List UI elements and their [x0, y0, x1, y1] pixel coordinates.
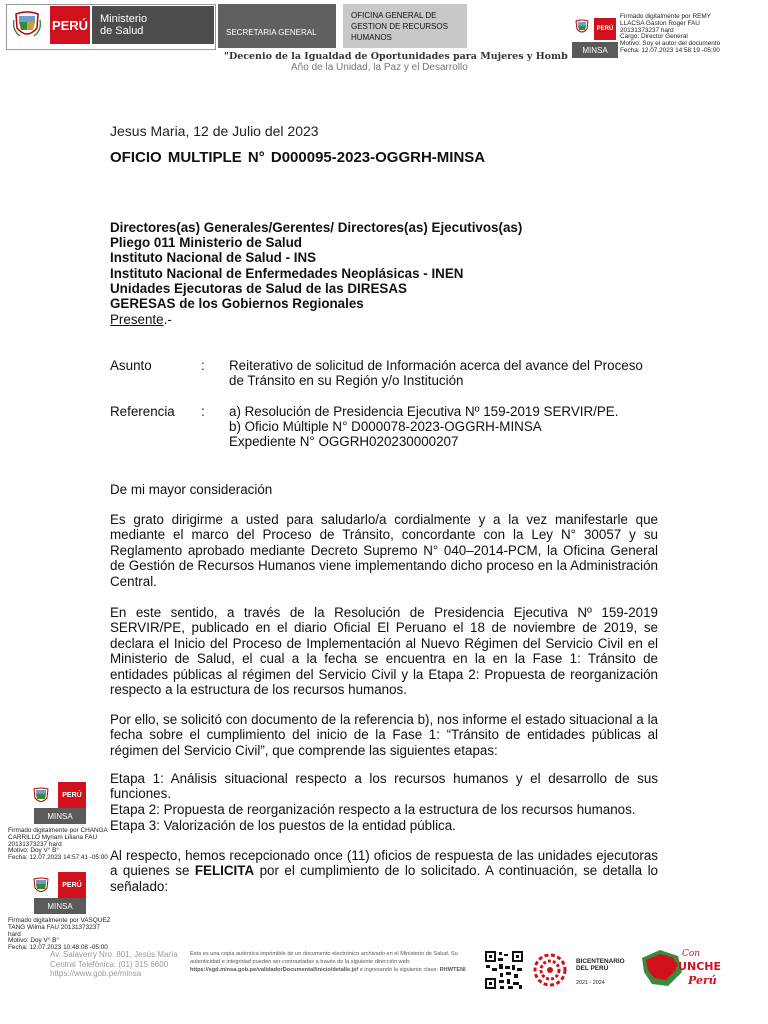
address-line: Central Telefónica: (01) 315 6600 [50, 959, 169, 969]
bicentenario-line2: DEL PERÚ [576, 965, 609, 973]
referencia-colon: : [201, 404, 205, 419]
signature-text-left-2 [8, 918, 111, 952]
oficina-line3: HUMANOS [351, 33, 392, 42]
oficina-line2: GESTION DE RECURSOS [351, 22, 448, 31]
signature-text-top [620, 14, 720, 55]
asunto-label: Asunto [110, 358, 152, 373]
year-slogan: Año de la Unidad, la Paz y el Desarrollo [291, 62, 468, 73]
signature-line: Firmado digitalmente por VASQUEZ [8, 917, 111, 924]
recipient-line: Unidades Ejecutoras de Salud de las DIRESAS [110, 280, 407, 296]
etapa-1: Etapa 1: Análisis situacional respecto a los recursos humanos y el desarrollo de sus funciones. [110, 771, 658, 802]
minsa-label: MINSA [572, 42, 618, 58]
signature-line: hard [8, 930, 21, 938]
address-line: Av. Salaverry Nro. 801, Jesús María [50, 950, 178, 959]
recipient-line: Directores(as) Generales/Gerentes/ Directores(as) Ejecutivos(as) [110, 220, 523, 235]
footer-authenticity-note [190, 950, 470, 975]
etapa-2: Etapa 2: Propuesta de reorganización respecto a la estructura de los recursos humanos. [110, 802, 636, 817]
signature-stamp-left-1 [6, 780, 86, 826]
referencia-line: Expediente N° OGGRH020230000207 [229, 434, 459, 450]
oficina-label [343, 4, 467, 48]
validation-url[interactable]: https://sgd.minsa.gob.pe/validadorDocumental/inicio/detalle.jsf [190, 967, 359, 974]
signature-line: Fecha: 12.07.2023 10:48:08 -05:00 [8, 944, 108, 952]
note-mid: e ingresando la siguiente clave: [358, 967, 440, 974]
signature-line: 20131373237 hard [8, 840, 62, 848]
presente-word: Presente [110, 312, 164, 327]
footer-address [50, 950, 178, 979]
signature-line: Firmado digitalmente por CHANGA [8, 827, 108, 834]
presente-line [110, 312, 172, 327]
con-punche-peru-logo [638, 944, 728, 992]
paragraph-4-end: por el cumplimiento de lo solicitado. A continuación, se detalla lo señalado: [110, 863, 658, 894]
peru-label: PERÚ [594, 18, 616, 40]
asunto-line: de Tránsito en su Región y/o Institución [229, 373, 464, 389]
signature-line: LLACSA Gaston Roger FAU [620, 19, 700, 27]
punche-peru: Perú [688, 974, 717, 987]
signature-line: TANG Wilma FAU 20131373237 [8, 923, 100, 931]
coat-of-arms-icon [573, 18, 591, 36]
ministerio-line1: Ministerio [100, 13, 148, 25]
asunto-value [229, 358, 643, 388]
recipient-line: GERESAS de los Gobiernos Regionales [110, 296, 364, 312]
recipient-line: Instituto Nacional de Salud - INS [110, 250, 317, 266]
referencia-line: b) Oficio Múltiple N° D000078-2023-OGGRH-MINSA [229, 419, 542, 435]
signature-stamp-left-2 [6, 870, 86, 916]
minsa-label: MINSA [34, 898, 86, 914]
asunto-colon: : [201, 358, 205, 373]
asunto-line: Reiterativo de solicitud de Información acerca del avance del Proceso [229, 358, 643, 373]
recipients-block [110, 220, 522, 311]
signature-line: 20131373237 hard [620, 26, 674, 34]
felicita-word: FELICITA [194, 863, 255, 879]
bicentenario-years: 2021 - 2024 [576, 980, 605, 986]
oficina-line1: OFICINA GENERAL DE [351, 11, 437, 20]
signature-line: Fecha: 12.07.2023 14:57:41 -05:00 [8, 854, 108, 862]
referencia-value [229, 404, 618, 450]
ministerio-line2: de Salud [100, 25, 144, 37]
signature-line: Motivo: Doy V° B° [8, 937, 59, 945]
address-link[interactable]: https://www.gob.pe/minsa [50, 969, 142, 979]
paragraph-1: Es grato dirigirme a usted para saludarlo/a cordialmente y a la vez manifestarle que mediante el marco del Proceso de Tránsito, concordante con la Ley N° 30057 y su Reglamento aprobado mediante Decreto Supremo N° 040–2014-PCM, la Oficina General de Gestión de Recursos Humanos viene implementando dicho proceso en la Administración Central. [110, 512, 658, 589]
paragraph-3: Por ello, se solicitó con documento de la referencia b), nos informe el estado situacional a la fecha sobre el cumplimiento del inicio de la Fase 1: “Tránsito de entidades públicas al régimen del Servicio Civil”, que comprende las siguientes etapas: [110, 712, 658, 758]
coat-of-arms-icon [30, 876, 52, 896]
validation-key: RHWTENI [439, 967, 466, 974]
peru-label: PERÚ [50, 6, 90, 44]
letter-date: Jesus Maria, 12 de Julio del 2023 [110, 123, 319, 139]
bicentenario-text [576, 958, 625, 973]
signature-stamp-top [572, 16, 618, 58]
signature-line: Motivo: Soy el autor del documento [620, 40, 721, 48]
signature-line: CARRILLO Myriam Liliana FAU [8, 833, 98, 841]
peru-label: PERÚ [58, 782, 86, 808]
signature-line: Motivo: Doy V° B° [8, 847, 59, 855]
signature-line: Fecha: 12.07.2023 14:58:19 -05:00 [620, 46, 720, 54]
paragraph-4 [110, 848, 658, 894]
minsa-label: MINSA [34, 808, 86, 824]
signature-line: Cargo: Director General [620, 33, 688, 41]
punche-main: PUNCHE [670, 960, 721, 973]
coat-of-arms-icon [30, 786, 52, 806]
bicentenario-logo-icon [530, 950, 570, 990]
coat-of-arms-icon [10, 8, 44, 42]
note-text: Esta es una copia auténtica imprimible de un documento electrónico archivado en el Ministerio de Salud. Su autenticidad e integridad pueden ser contrastadas a través de la siguiente dirección web: [190, 951, 458, 966]
signature-text-left-1 [8, 828, 108, 862]
peru-label: PERÚ [58, 872, 86, 898]
punche-con: Con [682, 949, 701, 959]
paragraph-2: En este sentido, a través de la Resolución de Presidencia Ejecutiva Nº 159-2019 SERVIR/PE, publicado en el diario Oficial El Peruano el 18 de noviembre de 2019, se declara el Inicio del Proceso de Implementación al Nuevo Régimen del Servicio Civil en el Ministerio de Salud, el cual a la fecha se encuentra en la en la Fase 1: Tránsito de entidades públicas al régimen del Servicio Civil y la Etapa 2: Propuesta de reorganización respecto a la estructura de los recursos humanos. [110, 605, 658, 698]
recipient-line: Instituto Nacional de Enfermedades Neoplásicas - INEN [110, 265, 464, 281]
signature-line: Firmado digitalmente por REMY [620, 13, 711, 20]
qr-code-icon [484, 950, 524, 990]
paragraph-4-start: Al respecto, hemos recepcionado once (11) oficios de respuesta de las unidades ejecutoras a quienes se [110, 848, 658, 879]
bicentenario-line1: BICENTENARIO [576, 958, 625, 965]
decenio-slogan: "Decenio de la Igualdad de Oportunidades para Mujeres y Homb [224, 51, 568, 62]
referencia-line: a) Resolución de Presidencia Ejecutiva Nº 159-2019 SERVIR/PE. [229, 404, 619, 419]
ministerio-label [92, 6, 214, 44]
greeting: De mi mayor consideración [110, 482, 273, 497]
presente-suffix: .- [163, 312, 172, 327]
referencia-label: Referencia [110, 404, 175, 419]
oficio-number: OFICIO MULTIPLE N° D000095-2023-OGGRH-MINSA [110, 149, 486, 166]
etapa-3: Etapa 3: Valorización de los puestos de la entidad pública. [110, 818, 456, 833]
secretaria-label: SECRETARIA GENERAL [218, 4, 336, 48]
recipient-line: Pliego 011 Ministerio de Salud [110, 235, 302, 251]
